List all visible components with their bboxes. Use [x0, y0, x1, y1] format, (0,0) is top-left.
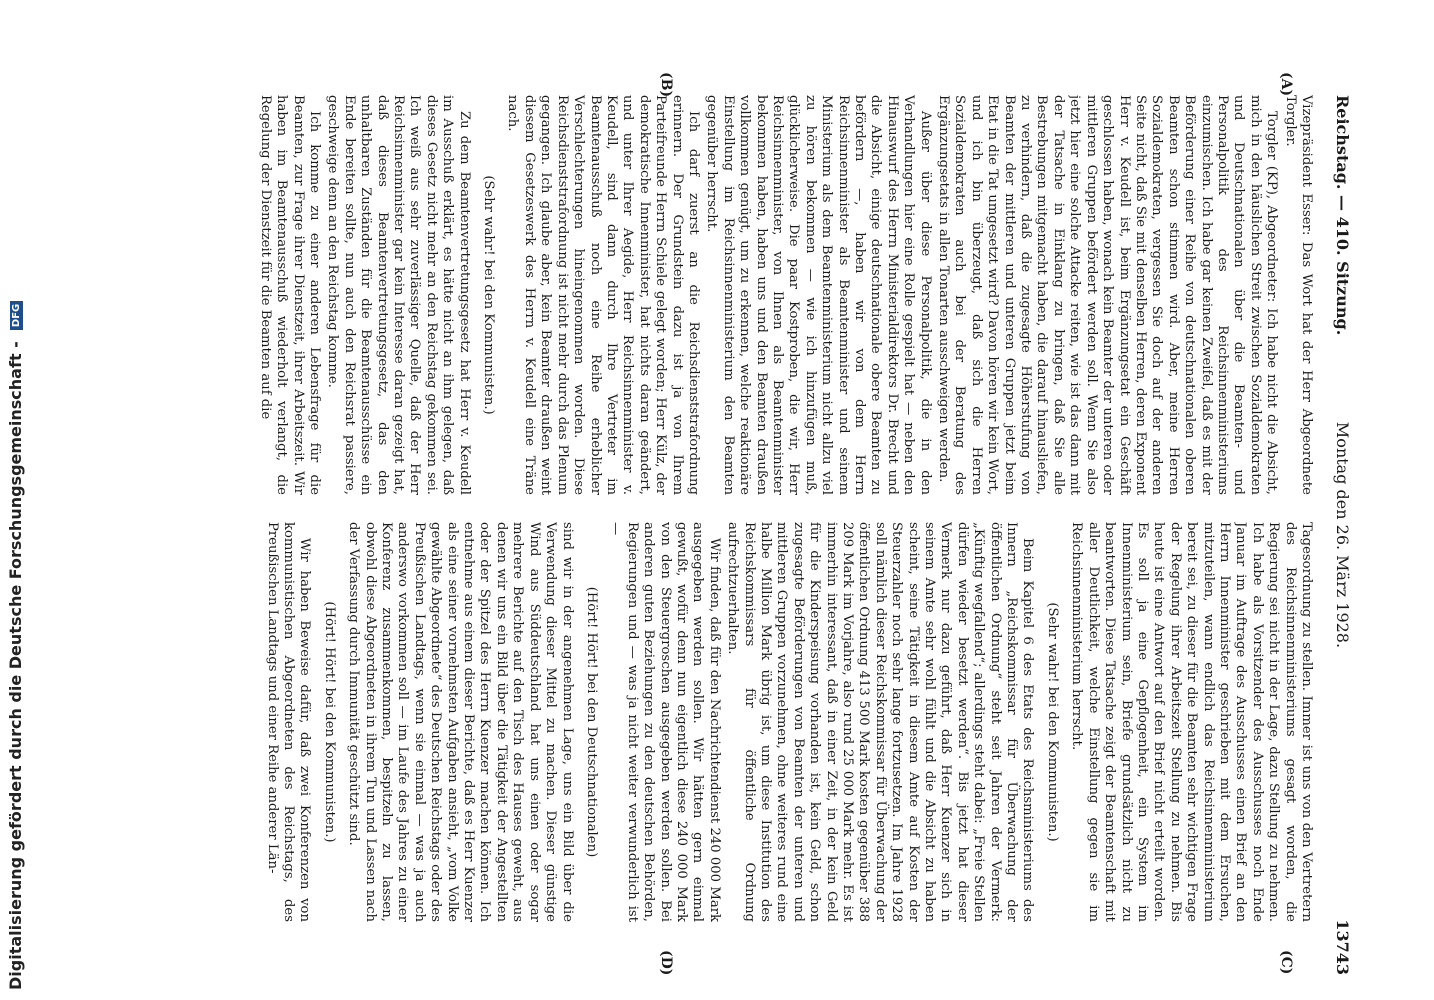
right-column — [74, 522, 1314, 922]
dfg-logo: DFG — [10, 301, 23, 330]
interjection: (Sehr wahr! bei den Kommunisten.) — [481, 175, 497, 415]
interjection: (Sehr wahr! bei den Kommunisten.) — [1044, 602, 1060, 842]
paragraph: Tagesordnung zu stellen. Immer ist uns von den Vertretern des Reichsinnenministeriums gesagt worden, die Regierung sei nicht in der Lage, dazu Stellung zu nehmen. Ich habe als Vorsitzender des Ausschusses noch Ende Januar im Auftrage des Ausschusses einen Brief an den Herrn Innenminister geschrieben mit dem Ersuchen, mitzuteilen, wann endlich das Reichsinnenministerium bereit sei, zu dieser für die Beamten sehr wichtigen Frage der Regelung ihrer Arbeitszeit Stellung zu nehmen. Bis heute ist eine Antwort auf den Brief nicht erteilt worden. Es soll ja eine Gepflogenheit, ein System im Innenministerium sein, Briefe grundsätzlich nicht zu beantworten. Diese Tatsache zeigt der Beamtenschaft mit aller Deutlichkeit, welche Einstellung gegen sie im Reichsinnenministerium herrscht. — [1069, 522, 1314, 922]
paragraph: sind wir in der angenehmen Lage, uns ein Bild über die Verwendung dieser Mittel zu machen. Dieser günstige Wind aus Süddeutschland hat uns einen oder sogar mehrere Berichte auf den Tisch des Hauses geweht, aus denen wir uns ein Bild über die Tätigkeit der Angestellten oder der Spitzel des Herrn Kuenzer machen können. Ich entnehme aus einem dieser Berichte, daß es Herr Kuenzer als eine seiner vornehmsten Aufgaben ansieht, „vom Volke gewählte Abgeordnete“ des Deutschen Reichstags oder des Preußischen Landtags, wenn sie einmal — was ja auch anderswo vorkommen soll — im Laufe des Jahres zu einer Konferenz zusammenkommen, bespitzeln zu lassen, obwohl diese Abgeordneten in ihrem Tun und Lassen nach der Verfassung durch Immunität geschützt sind. — [346, 522, 575, 922]
digitization-footer — [6, 0, 26, 990]
margin-marker-a: (A) — [1278, 72, 1294, 97]
margin-marker-d: (D) — [658, 950, 674, 976]
paragraph: Beim Kapitel 6 des Etats des Reichsministeriums des Innern „Reichskommissar für Überwachung der öffentlichen Ordnung“ steht seit Jahren der Vermerk: „Künftig wegfallend“; allerdings steht dabei: „Freie Stellen dürfen wieder besetzt werden“. Bis jetzt hat dieser Vermerk nur dazu geführt, daß Herr Kuenzer sich in seinem Amte sehr wohl fühlt und die Absicht zu haben scheint, seine Tätigkeit in diesem Amte auf Kosten der Steuerzahler noch sehr lange fortzusetzen. Im Jahre 1928 soll nämlich dieser Reichskommissar für Überwachung der öffentlichen Ordnung 413 500 Mark kosten gegenüber 388 209 Mark im Vorjahre, also rund 25 000 Mark mehr. Es ist immerhin interessant, daß in einer Zeit, in der kein Geld für die Kinderspeisung vorhanden ist, kein Geld, schon zugesagte Beförderungen von Beamten der unteren und mittleren Gruppen vorzunehmen, ohne weiteres rund eine halbe Million Mark übrig ist, um diese Institution des Reichskommissars für öffentliche Ordnung aufrechtzuerhalten. — [725, 522, 1036, 922]
interjection: (Hört! Hört! bei den Kommunisten.) — [321, 601, 337, 843]
paragraph: Ich darf zuerst an die Reichsdienststrafordnung erinnern. Der Grundstein dazu ist ja von Ihrem Parteifreunde Herrn Schiele gelegt worden; Herr Külz, der demokratische Innenminister, hat nichts daran geändert, und unter Ihrer Aegide, Herr Reichsinnenminister v. Keudell, sind dann durch Ihre Vertreter im Beamtenausschuß noch eine Reihe erheblicher Verschlechterungen hineingenommen worden. Diese Reichsdienststrafordnung ist nicht mehr durch das Plenum gegangen. Ich glaube aber, kein Beamter draußen weint diesem Gesetzeswerk des Herrn v. Keudell eine Träne nach. — [505, 95, 701, 495]
page-header — [1324, 95, 1352, 975]
paragraph: Torgler (KP), Abgeordneter: Ich habe nicht die Absicht, mich in den häuslichen Streit zwischen Sozialdemokraten und Deutschnationalen über die Beamten- und Personalpolitik des Reichsinnenministeriums einzumischen. Ich habe gar keinen Zweifel, daß es mit der Beförderung einer Reihe von deutschnationalen oberen Beamten schon stimmen wird. Aber, meine Herren Sozialdemokraten, vergessen Sie doch auf der anderen Seite nicht, daß Sie mit denselben Herren, deren Exponent Herr v. Keudell ist, beim Ergänzungsetat ein Geschäft geschlossen haben, wonach kein Beamter der unteren oder mittleren Gruppen befördert werden soll. Wenn Sie also jetzt hier eine solche Attacke reiten, wie ist das dann mit der Tatsache in Einklang zu bringen, daß Sie alle Bestrebungen mitgemacht haben, die darauf hinausliefen, zu verhindern, daß die zugesagte Höherstufung von Beamten der mittleren und unteren Gruppen jetzt beim Etat in die Tat umgesetzt wird? Davon hören wir kein Wort, und ich bin überzeugt, daß sich die Herren Sozialdemokraten auch bei der Beratung des Ergänzungsetats in allen Tonarten ausschweigen werden. — [936, 95, 1280, 495]
header-date: Montag den 26. März 1928. — [1333, 421, 1352, 649]
interjection: (Hört! Hört! bei den Deutschnationalen) — [583, 586, 599, 858]
paragraph: Wir haben Beweise dafür, daß zwei Konferenzen von kommunistischen Abgeordneten des Reichstags, des Preußischen Landtags und einer Reihe anderer Län- — [264, 522, 313, 922]
paragraph: Vizepräsident Esser: Das Wort hat der Herr Abgeordnete Torgler. — [1282, 95, 1314, 495]
left-column — [74, 95, 1314, 495]
paragraph: Wir finden, daß für den Nachrichtendienst 240 000 Mark ausgegeben werden sollen. Wir hätten gern einmal gewußt, wofür denn nun eigentlich diese 240 000 Mark von den Steuergroschen ausgegeben werden sollen. Bei anderen guten Beziehungen zu den deutschen Behörden, Regierungen und — was ja nicht weiter verwunderlich ist — — [608, 522, 722, 922]
header-session: Reichstag. — 410. Sitzung. — [1333, 95, 1352, 336]
footer-credit: Digitalisierung gefördert durch die Deutsche Forschungsgemeinschaft - — [6, 341, 25, 990]
paragraph: Zu dem Beamtenvertretungsgesetz hat Herr v. Keudell im Ausschuß erklärt, es hätte nicht an ihm gelegen, daß dieses Gesetz nicht mehr an den Reichstag gekommen sei. Ich weiß aus sehr zuverlässiger Quelle, daß der Herr Reichsinnenminister gar kein Interesse daran gezeigt hat, daß dieses Beamtenvertretungsgesetz, das den unhaltbaren Zuständen für die Beamtenausschüsse ein Ende bereiten sollte, nun auch den Reichsrat passiere, geschweige denn an den Reichstag komme. — [325, 95, 472, 495]
paragraph: Außer über diese Personalpolitik, die in den Verhandlungen hier eine Rolle gespielt hat — neben den Hinauswurf des Herrn Ministerialdirektors Dr. Brecht und die Absicht, einige deutschnationale obere Beamten zu befördern —, haben wir von dem Herrn Reichsinnenminister als Beamtenminister und seinem Ministerium als dem Beamtenministerium nicht allzu viel zu hören bekommen — wie ich hinzufügen muß, glücklicherweise. Die paar Kostproben, die wir, Herr Reichsinnenminister, von Ihnen als Beamtenminister bekommen haben, haben uns und den Beamten draußen vollkommen genügt, um zu erkennen, welche reaktionäre Einstellung im Reichsinnenministerium den Beamten gegenüber herrscht. — [704, 95, 933, 495]
header-page-number: 13743 — [1333, 919, 1352, 975]
margin-marker-c: (C) — [1278, 950, 1294, 975]
paragraph: Ich komme zu einer anderen Lebensfrage für die Beamten, zur Frage ihrer Dienstzeit, ihrer Arbeitszeit. Wir haben im Beamtenausschuß wiederholt verlangt, die Regelung der Dienstzeit für die Beamten auf die — [257, 95, 323, 495]
margin-marker-b: (B) — [658, 72, 674, 98]
